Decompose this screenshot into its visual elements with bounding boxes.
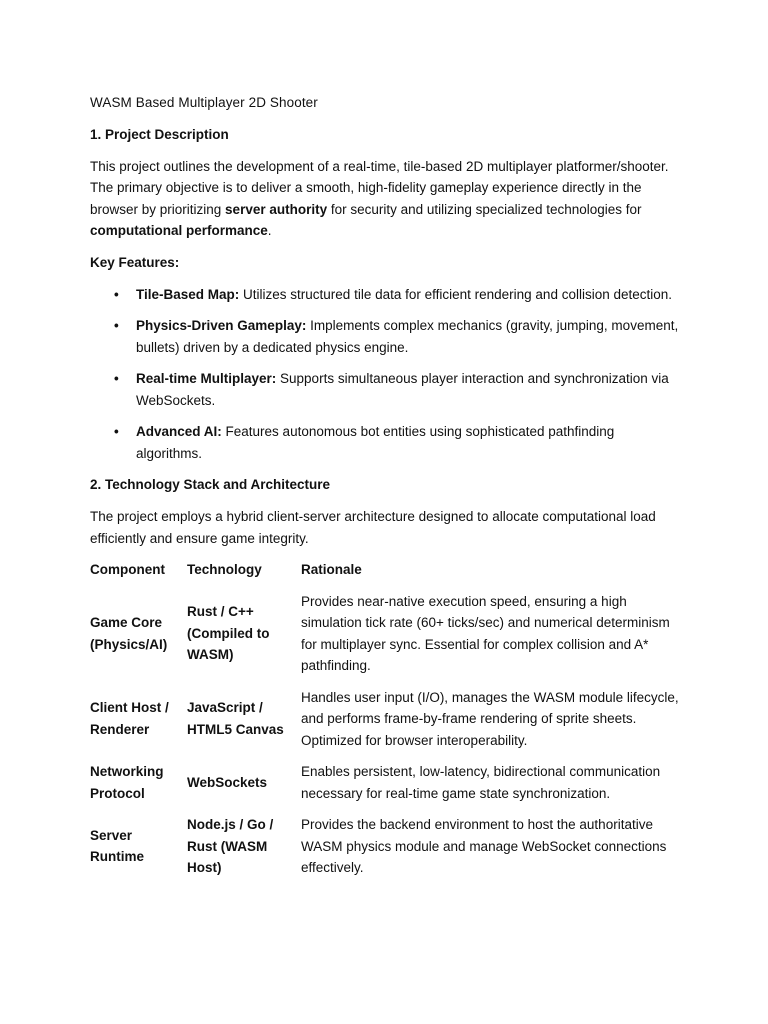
- section-heading-project-description: 1. Project Description: [90, 126, 229, 142]
- architecture-intro-paragraph: The project employs a hybrid client-server architecture designed to allocate computational load efficiently and ensure game integrity.: [90, 509, 656, 546]
- technology-cell: JavaScript / HTML5 Canvas: [187, 700, 284, 737]
- technology-cell: Rust / C++ (Compiled to WASM): [187, 604, 270, 663]
- rationale-cell: Provides near-native execution speed, ensuring a high simulation tick rate (60+ ticks/sec) and numerical determinism for multiplayer sync. Essential for complex collision and A* pathfinding.: [301, 593, 670, 673]
- intro-bold-computational-performance: computational performance: [90, 223, 268, 238]
- table-header-row: [90, 559, 680, 591]
- rationale-cell: Enables persistent, low-latency, bidirectional communication necessary for real-time game state synchronization.: [301, 764, 661, 801]
- component-cell: Networking Protocol: [90, 764, 164, 801]
- project-description-paragraph: [90, 156, 680, 242]
- column-header-rationale: Rationale: [301, 562, 362, 577]
- feature-text: Utilizes structured tile data for efficient rendering and collision detection.: [239, 286, 673, 302]
- table-row: [90, 761, 680, 814]
- component-cell: Client Host / Renderer: [90, 700, 169, 737]
- rationale-cell: Provides the backend environment to host the authoritative WASM physics module and manage WebSocket connections effectively.: [301, 817, 667, 875]
- component-cell: Server Runtime: [90, 827, 144, 865]
- intro-text-part-2: for security and utilizing specialized technologies for: [327, 201, 642, 217]
- table-row: [90, 591, 680, 687]
- feature-text: Features autonomous bot entities using sophisticated pathfinding algorithms.: [136, 424, 615, 461]
- feature-label: Physics-Driven Gameplay:: [136, 318, 307, 333]
- rationale-cell: Handles user input (I/O), manages the WASM module lifecycle, and performs frame-by-frame rendering of sprite sheets. Optimized for browser interoperability.: [301, 689, 679, 748]
- technology-cell: Node.js / Go / Rust (WASM Host): [187, 817, 274, 875]
- intro-bold-server-authority: server authority: [225, 201, 328, 217]
- bullet-icon: •: [114, 424, 119, 439]
- bullet-icon: •: [114, 286, 119, 302]
- document-title: WASM Based Multiplayer 2D Shooter: [90, 95, 318, 110]
- key-features-list: [90, 284, 680, 465]
- list-item: [90, 315, 680, 358]
- intro-text-part-3: .: [267, 223, 272, 238]
- table-row: [90, 687, 680, 762]
- intro-text-part-1: This project outlines the development of a real-time, tile-based 2D multiplayer platformer/shooter. The primary objective is to deliver a smooth, high-fidelity gameplay experience directly in the browser by prioritizing: [90, 158, 669, 217]
- section-heading-technology-stack: 2. Technology Stack and Architecture: [90, 477, 331, 492]
- list-item: [90, 421, 680, 464]
- technology-cell: WebSockets: [187, 774, 268, 790]
- component-cell: Game Core (Physics/AI): [90, 615, 168, 652]
- table-row: [90, 814, 680, 889]
- technology-stack-table: [90, 559, 680, 889]
- feature-text: Implements complex mechanics (gravity, jumping, movement, bullets) driven by a dedicated physics engine.: [136, 318, 679, 355]
- feature-label: Tile-Based Map:: [136, 286, 240, 302]
- column-header-technology: Technology: [187, 562, 262, 577]
- feature-label: Advanced AI:: [136, 424, 222, 439]
- column-header-component: Component: [90, 562, 165, 577]
- list-item: [90, 368, 680, 411]
- bullet-icon: •: [114, 371, 119, 386]
- document-body: [90, 92, 680, 889]
- bullet-icon: •: [114, 318, 119, 333]
- list-item: [90, 284, 680, 306]
- feature-label: Real-time Multiplayer:: [136, 371, 277, 386]
- feature-text: Supports simultaneous player interaction and synchronization via WebSockets.: [136, 371, 669, 408]
- key-features-heading: Key Features:: [90, 254, 180, 270]
